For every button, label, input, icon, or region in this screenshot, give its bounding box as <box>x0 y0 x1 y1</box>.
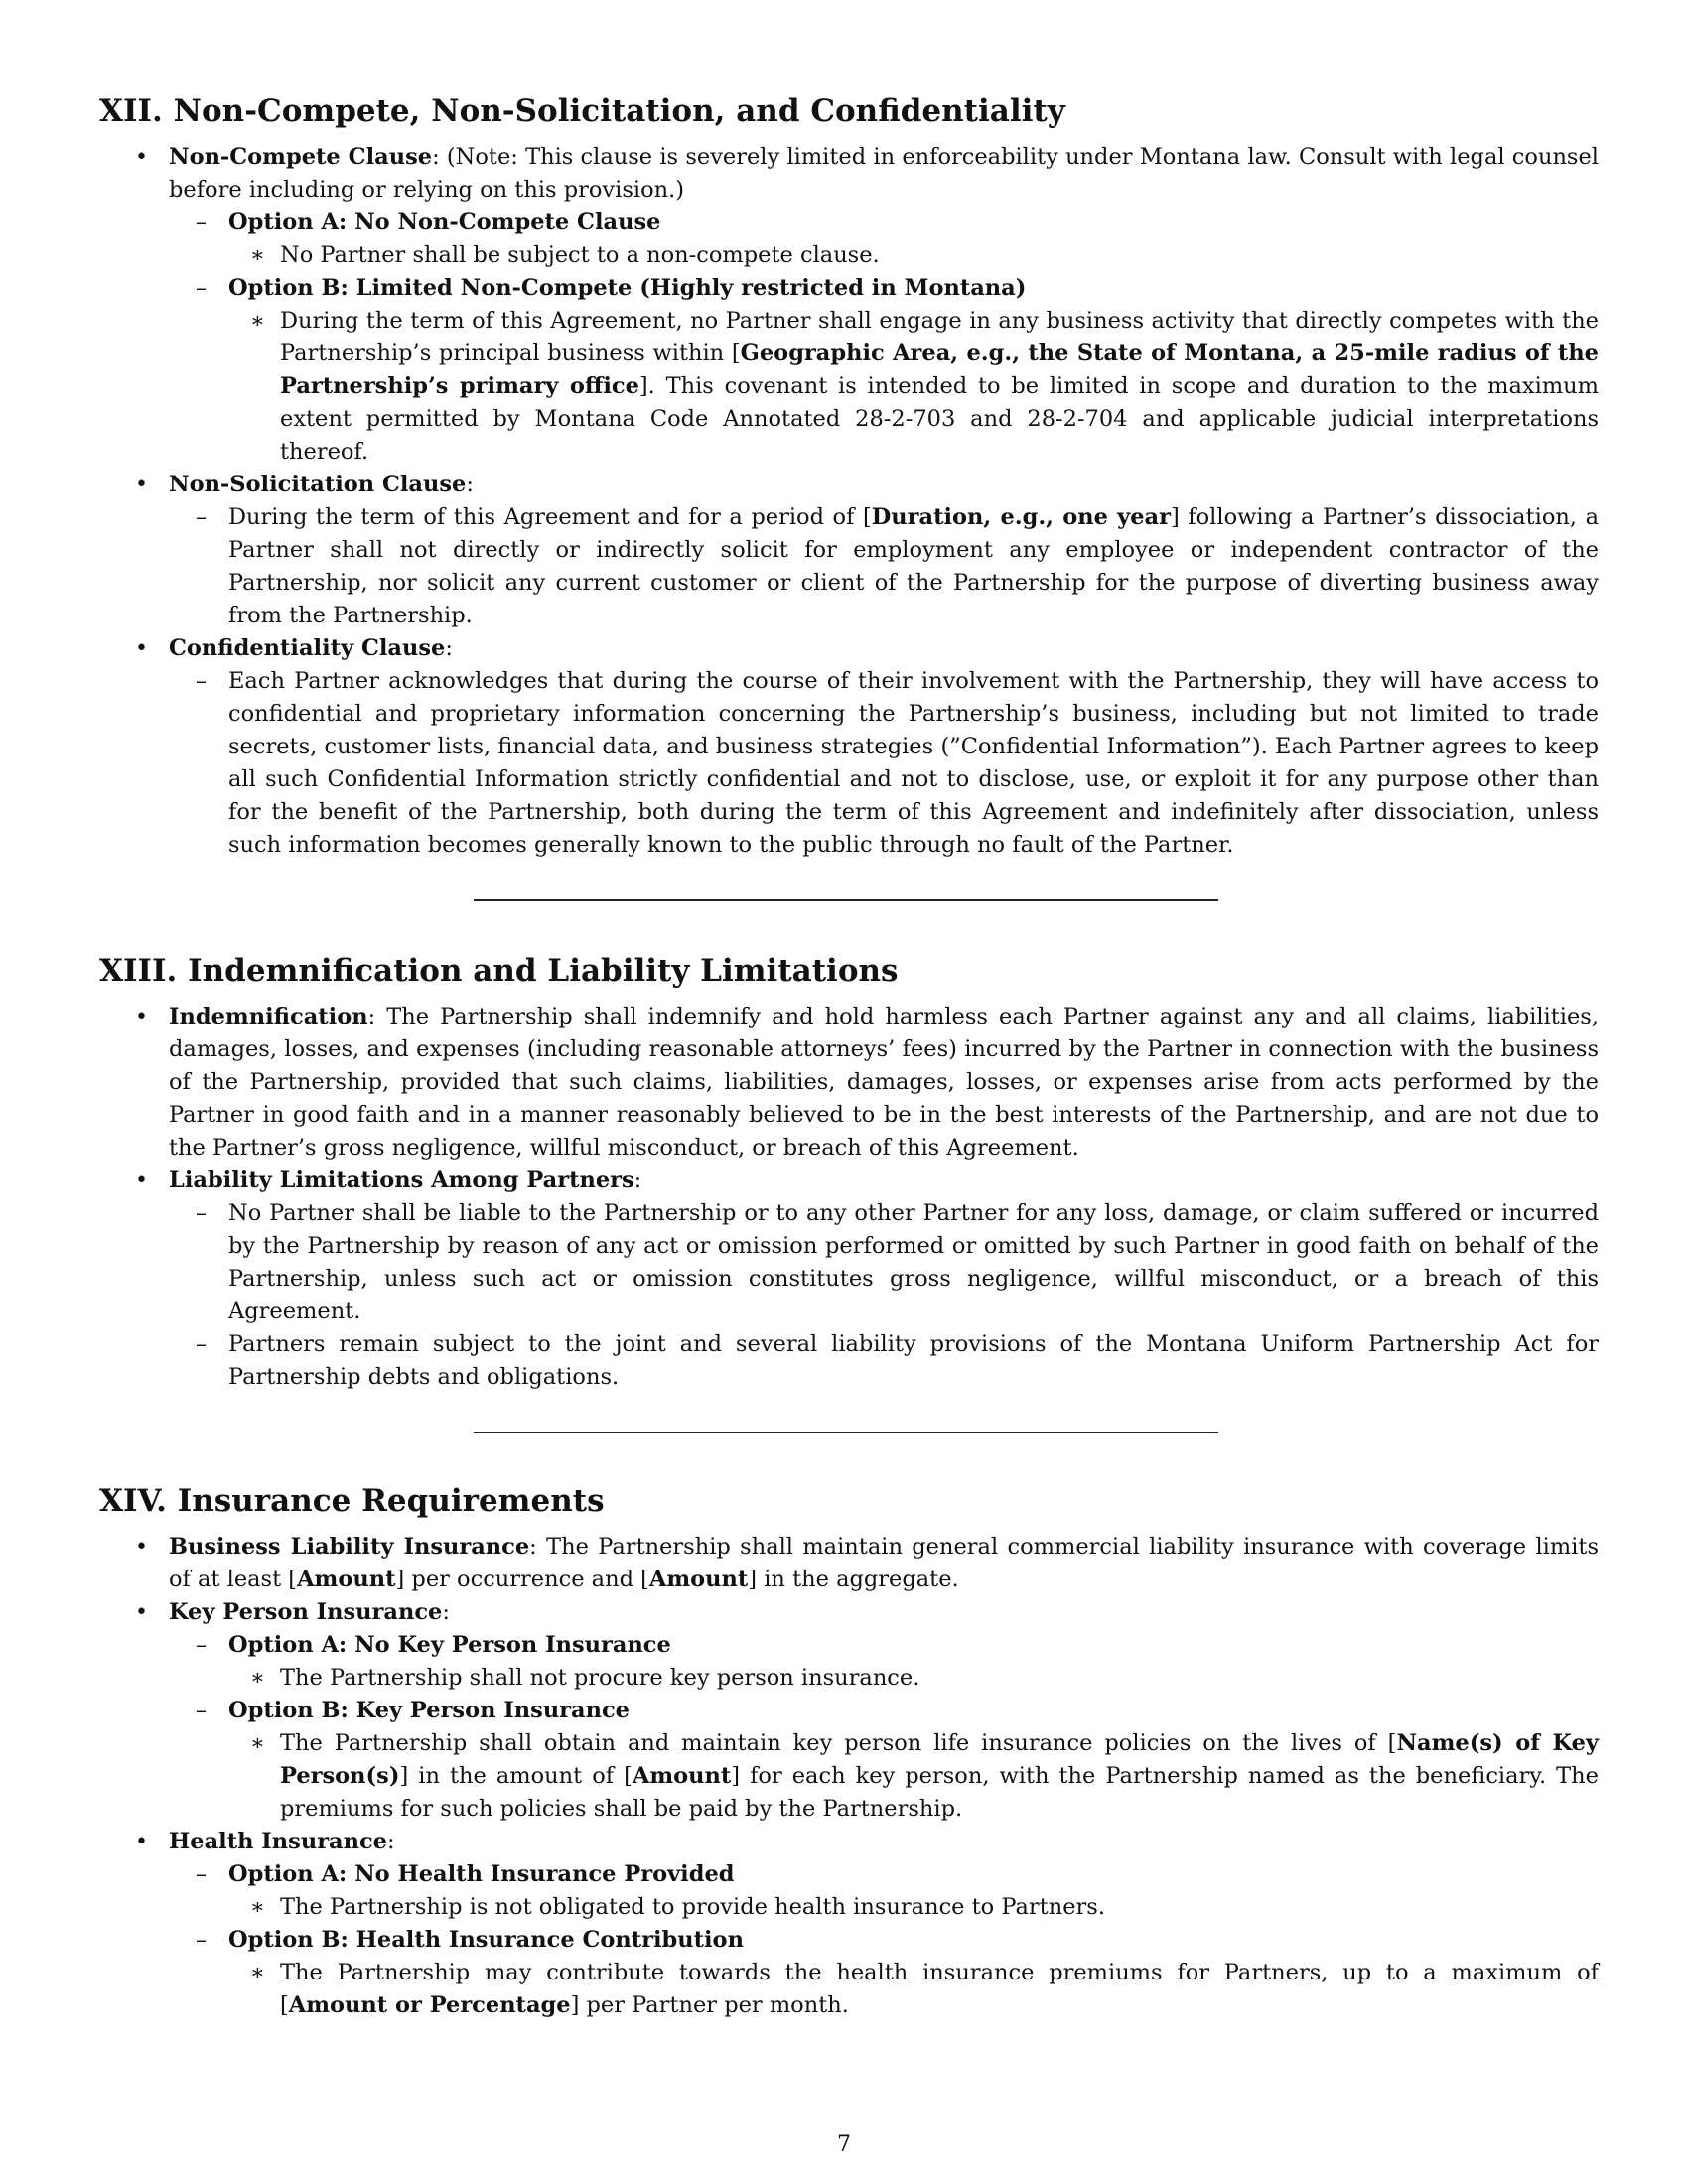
section-non-compete <box>99 91 1599 901</box>
section-heading-xiv: XIV. Insurance Requirements <box>99 1483 605 1519</box>
section-heading-xiii: XIII. Indemnification and Liability Limitations <box>99 953 899 989</box>
option-a-no-non-compete: – Option A: No Non-Compete Clause <box>196 209 661 235</box>
option-b-text: ∗ During the term of this Agreement, no Partner shall engage in any business activity that directly competes with the Partnership’s principal business within [Geographic Area, e.g., the State of Montana, a 25-mile radius of the Partnership’s primary office]. This covenant is intended to be limited in scope and duration to the maximum extent permitted by Montana Code Annotated 28-2-703 and 28-2-704 and applicable judicial interpretations thereof. <box>250 308 1599 465</box>
key-person-option-a-text: ∗ The Partnership shall not procure key person insurance. <box>250 1665 920 1691</box>
key-person-option-a: – Option A: No Key Person Insurance <box>196 1632 671 1658</box>
liability-limitation-2: – Partners remain subject to the joint and several liability provisions of the Montana Uniform Partnership Act for Partnership debts and obligations. <box>196 1331 1599 1390</box>
health-option-a: – Option A: No Health Insurance Provided <box>196 1861 735 1887</box>
section-divider <box>474 899 1218 901</box>
health-option-b-text: ∗ The Partnership may contribute towards the health insurance premiums for Partners, up to a maximum of [Amount or Percentage] per Partner per month. <box>250 1960 1599 2018</box>
list-item-business-liability: • Business Liability Insurance: The Partnership shall maintain general commercial liability insurance with coverage limits of at least [Amount] per occurrence and [Amount] in the aggregate. <box>135 1534 1599 1592</box>
section-heading-xii: XII. Non-Compete, Non-Solicitation, and Confidentiality <box>99 93 1065 129</box>
term-indemnification: Indemnification <box>169 1004 368 1029</box>
non-solicitation-text: – During the term of this Agreement and for a period of [Duration, e.g., one year] following a Partner’s dissociation, a Partner shall not directly or indirectly solicit for employment any employee or independent contractor of the Partnership, nor solicit any current customer or client of the Partnership for the purpose of diverting business away from the Partnership. <box>196 504 1599 628</box>
key-person-option-b: – Option B: Key Person Insurance <box>196 1698 630 1723</box>
page-number: 7 <box>837 2132 851 2157</box>
term-liability-limitations: Liability Limitations Among Partners <box>169 1167 634 1193</box>
term-key-person: Key Person Insurance <box>169 1599 443 1625</box>
term-non-solicitation: Non-Solicitation Clause <box>169 472 467 497</box>
section-insurance <box>99 1481 1599 2022</box>
option-b-limited-non-compete: – Option B: Limited Non-Compete (Highly restricted in Montana) <box>196 275 1027 301</box>
list-item-confidentiality: • Confidentiality Clause: <box>135 635 453 661</box>
option-a-text: ∗ No Partner shall be subject to a non-compete clause. <box>250 242 880 268</box>
document-page <box>99 91 1599 2022</box>
section-indemnification <box>99 951 1599 1433</box>
list-item-indemnification: • Indemnification: The Partnership shall indemnify and hold harmless each Partner against any and all claims, liabilities, damages, losses, and expenses (including reasonable attorneys’ fees) incurred by the Partner in connection with the business of the Partnership, provided that such claims, liabilities, damages, losses, or expenses arise from acts performed by the Partner in good faith and in a manner reasonably believed to be in the best interests of the Partnership, and are not due to the Partner’s gross negligence, willful misconduct, or breach of this Agreement. <box>135 1004 1599 1160</box>
confidentiality-text: – Each Partner acknowledges that during the course of their involvement with the Partnership, they will have access to confidential and proprietary information concerning the Partnership’s business, including but not limited to trade secrets, customer lists, financial data, and business strategies (”Confidential Information”). Each Partner agrees to keep all such Confidential Information strictly confidential and not to disclose, use, or exploit it for any purpose other than for the benefit of the Partnership, both during the term of this Agreement and indefinitely after dissociation, unless such information becomes generally known to the public through no fault of the Partner. <box>196 668 1599 858</box>
liability-limitation-1: – No Partner shall be liable to the Partnership or to any other Partner for any loss, damage, or claim suffered or incurred by the Partnership by reason of any act or omission performed or omitted by such Partner in good faith on behalf of the Partnership, unless such act or omission constitutes gross negligence, willful misconduct, or a breach of this Agreement. <box>196 1200 1599 1324</box>
list-item-liability-limitations: • Liability Limitations Among Partners: <box>135 1167 642 1193</box>
bullet-marker: • <box>135 145 148 170</box>
list-item-health-insurance: • Health Insurance: <box>135 1829 395 1854</box>
term-confidentiality: Confidentiality Clause <box>169 635 446 661</box>
key-person-option-b-text: ∗ The Partnership shall obtain and maintain key person life insurance policies on the lives of [Name(s) of Key Person(s)] in the amount of [Amount] for each key person, with the Partnership named as the beneficiary. The premiums for such policies shall be paid by the Partnership. <box>250 1730 1599 1822</box>
term-health-insurance: Health Insurance <box>169 1829 388 1854</box>
term-non-compete: Non-Compete Clause <box>169 144 433 170</box>
list-item-key-person: • Key Person Insurance: <box>135 1599 450 1625</box>
section-divider <box>474 1432 1218 1433</box>
list-item-non-compete: • Non-Compete Clause: (Note: This clause is severely limited in enforceability under Montana law. Consult with legal counsel before including or relying on this provision.) <box>99 141 1599 206</box>
term-business-liability: Business Liability Insurance <box>169 1534 530 1560</box>
health-option-b: – Option B: Health Insurance Contribution <box>196 1927 744 1953</box>
health-option-a-text: ∗ The Partnership is not obligated to provide health insurance to Partners. <box>250 1894 1105 1920</box>
list-item-non-solicitation: • Non-Solicitation Clause: <box>135 472 474 497</box>
